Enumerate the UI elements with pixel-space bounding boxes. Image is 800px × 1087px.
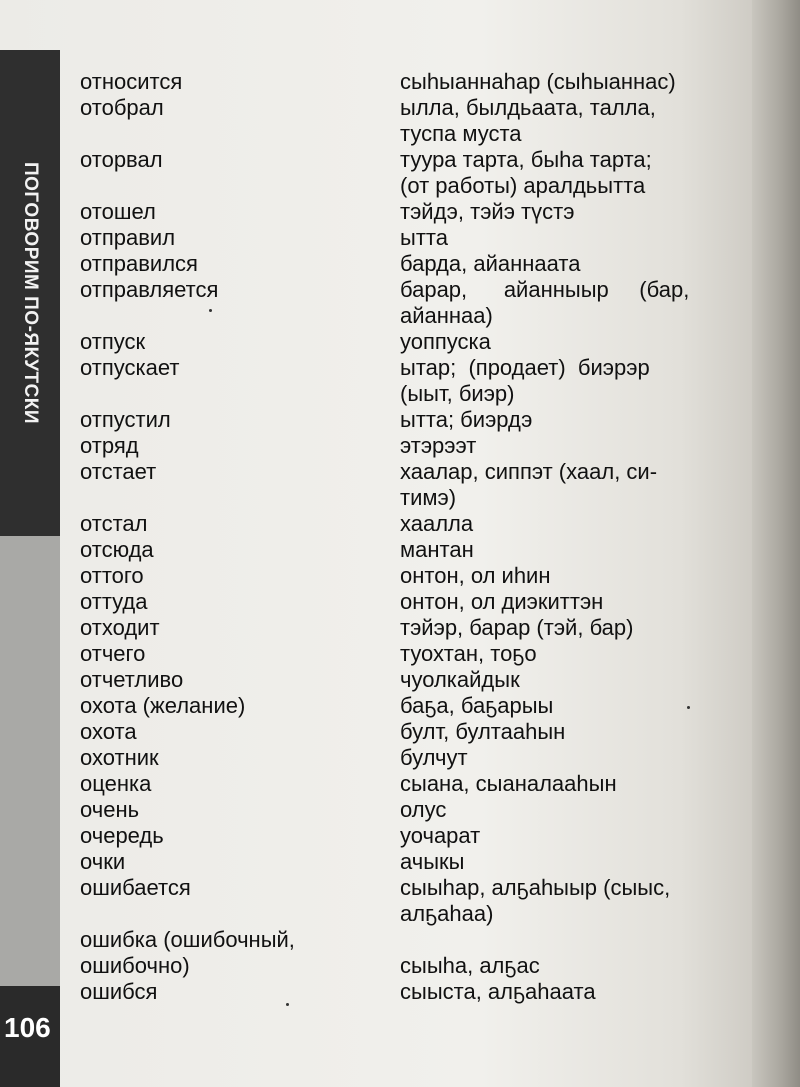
entry-ru: отобрал xyxy=(80,95,164,120)
entry-sa: барар, айанныыр (бар, xyxy=(400,277,690,302)
entry-sa: хаалла xyxy=(400,511,474,536)
entry-sa: ылла, былдьаата, талла, xyxy=(400,95,656,120)
entry-sa: булт, бултааһын xyxy=(400,719,566,744)
entry-ru: отчего xyxy=(80,641,146,666)
entry-ru: оценка xyxy=(80,771,152,796)
section-tab-faded xyxy=(0,536,60,986)
entry-sa: тимэ) xyxy=(400,485,457,510)
entry-sa: ачыкы xyxy=(400,849,465,874)
entry-sa: уоппуска xyxy=(400,329,491,354)
entry-ru: отходит xyxy=(80,615,160,640)
entry-sa: сыыһа, алҕас xyxy=(400,953,540,978)
entry-sa: тэйдэ, тэйэ түстэ xyxy=(400,199,575,224)
entry-sa: туохтан, тоҕо xyxy=(400,641,537,666)
entry-ru: отряд xyxy=(80,433,139,458)
section-tab xyxy=(0,50,60,536)
entry-sa: (ыыт, биэр) xyxy=(400,381,515,406)
entry-ru: относится xyxy=(80,69,183,94)
entry-ru: очень xyxy=(80,797,140,822)
entry-sa: туспа муста xyxy=(400,121,522,146)
page-number-box xyxy=(0,986,60,1087)
entry-sa: айаннаа) xyxy=(400,303,493,328)
entry-sa: ытта xyxy=(400,225,448,250)
entry-sa: сыһыаннаһар (сыһыаннас) xyxy=(400,69,676,94)
entry-sa: сыана, сыаналааһын xyxy=(400,771,617,796)
page-number: 106 xyxy=(4,1012,51,1043)
entry-ru: охота (желание) xyxy=(80,693,246,718)
entry-ru: отпускает xyxy=(80,355,180,380)
entry-sa: (от работы) аралдьытта xyxy=(400,173,646,198)
entry-ru: отстал xyxy=(80,511,148,536)
print-speck xyxy=(209,309,212,312)
entry-sa: сыыһар, алҕаһыыр (сыыс, xyxy=(400,875,671,900)
entry-sa: барда, айаннаата xyxy=(400,251,581,276)
page-gutter xyxy=(752,0,800,1087)
entry-ru: очередь xyxy=(80,823,164,848)
entry-sa: этэрээт xyxy=(400,433,477,458)
entry-ru: ошибается xyxy=(80,875,191,900)
entry-sa: ытта; биэрдэ xyxy=(400,407,533,432)
entry-ru: оторвал xyxy=(80,147,163,172)
entry-sa: баҕа, баҕарыы xyxy=(400,693,554,718)
section-title: ПОГОВОРИМ ПО-ЯКУТСКИ xyxy=(20,161,41,425)
entry-ru: отправил xyxy=(80,225,176,250)
entry-sa: алҕаһаа) xyxy=(400,901,494,926)
entry-sa: уочарат xyxy=(400,823,481,848)
entry-sa: тэйэр, барар (тэй, бар) xyxy=(400,615,634,640)
entry-ru: отправился xyxy=(80,251,198,276)
entry-ru: отстает xyxy=(80,459,157,484)
print-speck xyxy=(286,1003,289,1006)
entry-ru: отпустил xyxy=(80,407,171,432)
entry-ru: очки xyxy=(80,849,126,874)
entry-ru: отошел xyxy=(80,199,156,224)
entry-sa: туура тарта, быһа тарта; xyxy=(400,147,652,172)
entry-sa: хаалар, сиппэт (хаал, си- xyxy=(400,459,658,484)
entry-ru: ошибочно) xyxy=(80,953,190,978)
entry-sa: олус xyxy=(400,797,447,822)
entry-ru: оттуда xyxy=(80,589,148,614)
entry-sa: чуолкайдык xyxy=(400,667,520,692)
entry-ru: ошибся xyxy=(80,979,158,1004)
entry-ru: отпуск xyxy=(80,329,146,354)
entry-ru: отсюда xyxy=(80,537,154,562)
entry-ru: оттого xyxy=(80,563,144,588)
entry-sa: мантан xyxy=(400,537,474,562)
entry-sa: ытар; (продает) биэрэр xyxy=(400,355,650,380)
entry-ru: охотник xyxy=(80,745,159,770)
entry-sa: онтон, ол диэкиттэн xyxy=(400,589,604,614)
entry-sa: онтон, ол иһин xyxy=(400,563,551,588)
entry-ru: ошибка (ошибочный, xyxy=(80,927,295,952)
entry-ru: охота xyxy=(80,719,137,744)
print-speck xyxy=(687,706,690,709)
entry-sa: булчут xyxy=(400,745,468,770)
entry-sa: сыыста, алҕаһаата xyxy=(400,979,596,1004)
entry-ru: отправляется xyxy=(80,277,219,302)
entry-ru: отчетливо xyxy=(80,667,184,692)
